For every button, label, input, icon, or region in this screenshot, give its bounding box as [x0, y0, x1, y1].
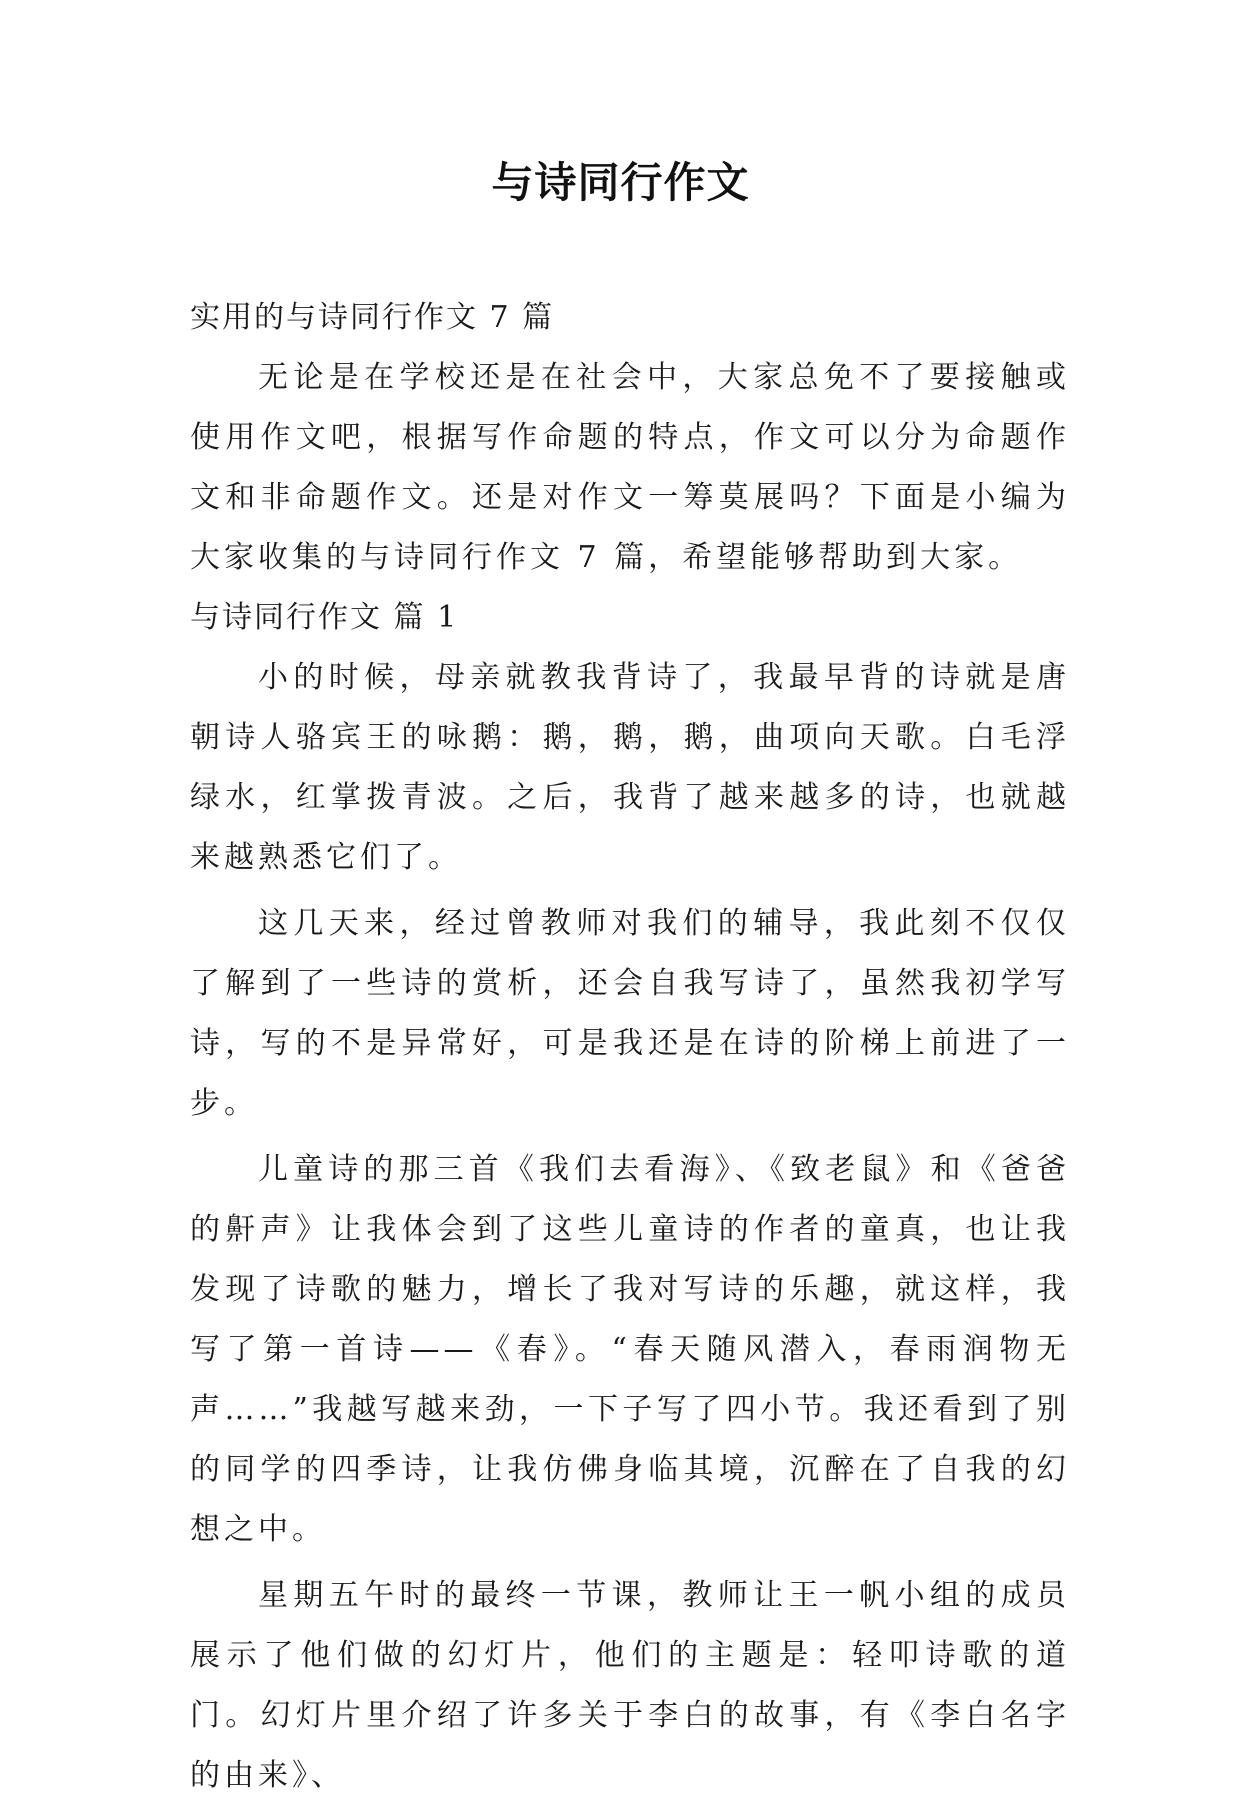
paragraph-3: 儿童诗的那三首《我们去看海》、《致老鼠》和《爸爸的鼾声》让我体会到了这些儿童诗的作者的童真，也让我发现了诗歌的魅力，增长了我对写诗的乐趣，就这样，我写了第一首诗——《春》。“春天随风潜入，春雨润物无声……”我越写越来劲，一下子写了四小节。我还看到了别的同学的四季诗，让我仿佛身临其境，沉醉在了自我的幻想之中。 [190, 1152, 1070, 1547]
paragraph-4: 星期五午时的最终一节课，教师让王一帆小组的成员展示了他们做的幻灯片，他们的主题是：轻叩诗歌的道门。幻灯片里介绍了许多关于李白的故事，有《李白名字的由来》、 [190, 1578, 1070, 1793]
document-body [190, 288, 1070, 1806]
document-subtitle: 实用的与诗同行作文 7 篇 [190, 300, 555, 335]
paragraph-1: 小的时候，母亲就教我背诗了，我最早背的诗就是唐朝诗人骆宾王的咏鹅：鹅，鹅，鹅，曲项向天歌。白毛浮绿水，红掌拨青波。之后，我背了越来越多的诗，也就越来越熟悉它们了。 [190, 660, 1070, 875]
section-heading: 与诗同行作文 篇 1 [190, 600, 459, 635]
document-title: 与诗同行作文 [491, 158, 750, 207]
paragraph-2: 这几天来，经过曾教师对我们的辅导，我此刻不仅仅了解到了一些诗的赏析，还会自我写诗了，虽然我初学写诗，写的不是异常好，可是我还是在诗的阶梯上前进了一步。 [190, 906, 1070, 1121]
intro-paragraph: 无论是在学校还是在社会中，大家总免不了要接触或使用作文吧，根据写作命题的特点，作文可以分为命题作文和非命题作文。还是对作文一筹莫展吗？下面是小编为大家收集的与诗同行作文 7 篇，希望能够帮助到大家。 [190, 360, 1070, 575]
